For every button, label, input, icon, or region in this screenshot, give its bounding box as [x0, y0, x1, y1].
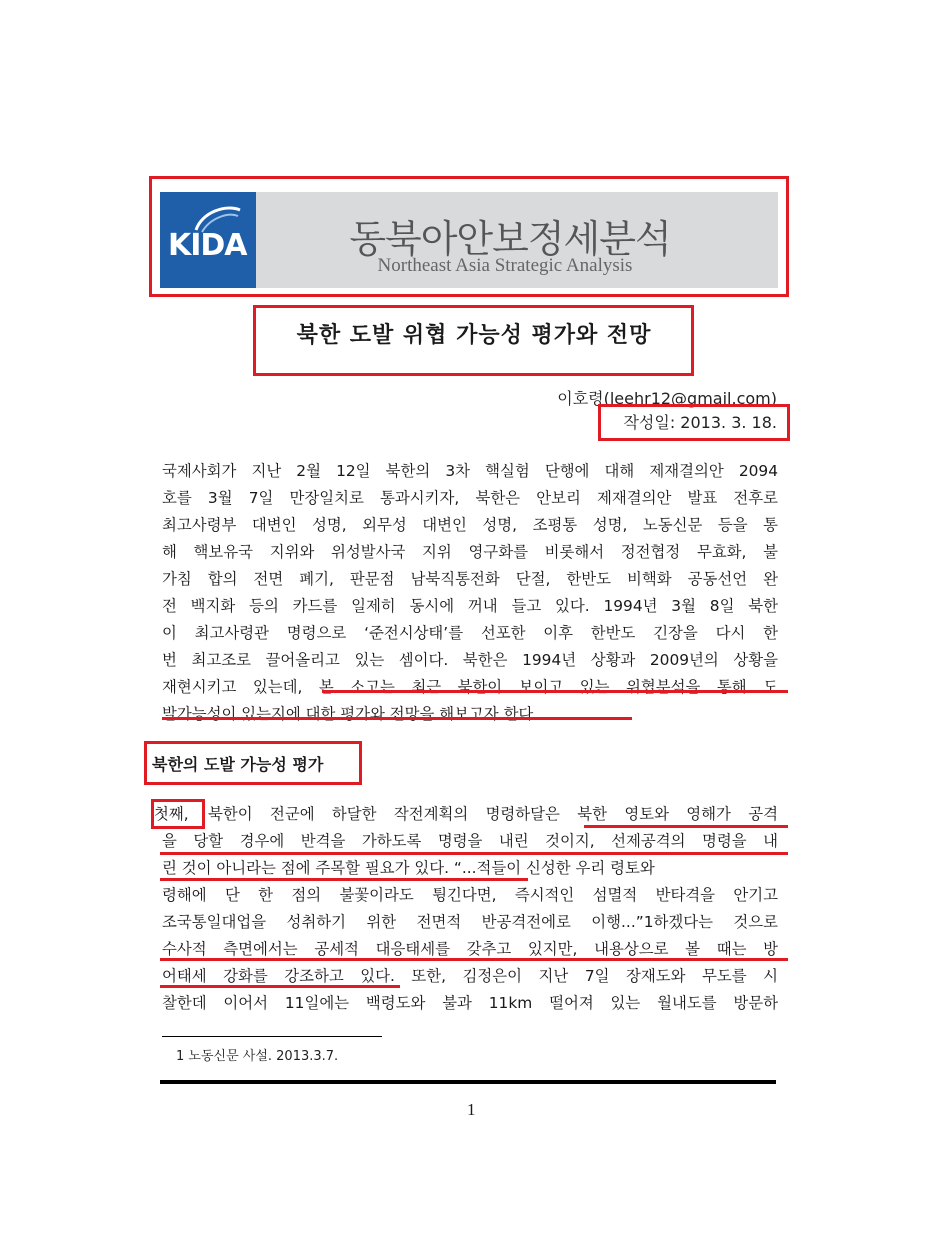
logo-text: KIDA	[168, 228, 247, 263]
text-line: 린 것이 아니라는 점에 주목할 필요가 있다. “...적들이 신성한 우리 령토와	[162, 859, 655, 877]
underline-highlight	[162, 717, 632, 720]
first-point-label: 첫째,	[154, 805, 189, 823]
text-line: 재현시키고 있는데, 본 소고는 최근 북한이 보이고 있는 위협분석을 통해 도	[162, 678, 778, 696]
text-line: 조국통일대업을 성취하기 위한 전면적 반공격전에로 이행...”1하겠다는 것으로	[162, 913, 778, 931]
publication-title-english: Northeast Asia Strategic Analysis	[377, 255, 633, 276]
text-line: 번 최고조로 끌어올리고 있는 셈이다. 북한은 1994년 상황과 2009년의 상황을	[162, 651, 778, 669]
section-heading: 북한의 도발 가능성 평가	[152, 755, 324, 774]
text-line: 수사적 측면에서는 공세적 대응태세를 갖추고 있지만, 내용상으로 볼 때는 방	[162, 940, 778, 958]
text-line: 최고사령부 대변인 성명, 외무성 대변인 성명, 조평통 성명, 노동신문 등을 통	[162, 516, 778, 534]
underline-highlight	[160, 958, 788, 961]
page-number: 1	[467, 1100, 476, 1119]
document-title: 북한 도발 위협 가능성 평가와 전망	[296, 323, 652, 348]
text-line: 찰한데 이어서 11일에는 백령도와 불과 11km 떨어져 있는 월내도를 방문하	[162, 994, 778, 1012]
underline-highlight	[322, 690, 788, 693]
header-highlight-box	[149, 176, 789, 297]
publication-title-korean: 동북아안보정세분석	[349, 217, 671, 261]
text-line: 을 당할 경우에 반격을 가하도록 명령을 내린 것이지, 선제공격의 명령을 내	[162, 832, 778, 850]
underline-highlight	[160, 878, 528, 881]
footnote-divider	[162, 1036, 382, 1037]
text-line: 국제사회가 지난 2월 12일 북한의 3차 핵실험 단행에 대해 제재결의안 2094	[162, 462, 778, 480]
text-line: 발가능성이 있는지에 대한 평가와 전망을 해보고자 한다.	[162, 705, 539, 723]
text-line: 북한이 전군에 하달한 작전계획의 명령하달은 북한 영토와 영해가 공격	[208, 805, 778, 823]
underline-highlight	[160, 852, 788, 855]
text-line: 해 핵보유국 지위와 위성발사국 지위 영구화를 비롯해서 정전협정 무효화, 불	[162, 543, 778, 561]
text-line: 가침 합의 전면 폐기, 판문점 남북직통전화 단절, 한반도 비핵화 공동선언 완	[162, 570, 778, 588]
text-line: 전 백지화 등의 카드를 일제히 동시에 꺼내 들고 있다. 1994년 3월 8일 북한	[162, 597, 778, 615]
text-line: 이 최고사령관 명령으로 ‘준전시상태’를 선포한 이후 한반도 긴장을 다시 한	[162, 624, 778, 642]
underline-highlight	[160, 985, 400, 988]
date-line: 작성일: 2013. 3. 18.	[623, 413, 777, 432]
underline-highlight	[584, 825, 788, 828]
text-line: 어태세 강화를 강조하고 있다. 또한, 김정은이 지난 7일 장재도와 무도를 시	[162, 967, 778, 985]
title-highlight-box	[253, 305, 694, 376]
section-highlight-box	[144, 741, 362, 785]
author-line: 이호령(leehr12@gmail.com)	[557, 389, 777, 408]
text-line: 호를 3월 7일 만장일치로 통과시키자, 북한은 안보리 제재결의안 발표 전후로	[162, 489, 778, 507]
page-footer-rule	[160, 1080, 776, 1084]
text-line: 령해에 단 한 점의 불꽃이라도 튕긴다면, 즉시적인 섬멸적 반타격을 안기고	[162, 886, 778, 904]
date-highlight-box	[598, 404, 790, 441]
footnote: 1 노동신문 사설. 2013.3.7.	[176, 1049, 339, 1064]
first-point-highlight-box	[151, 799, 205, 829]
